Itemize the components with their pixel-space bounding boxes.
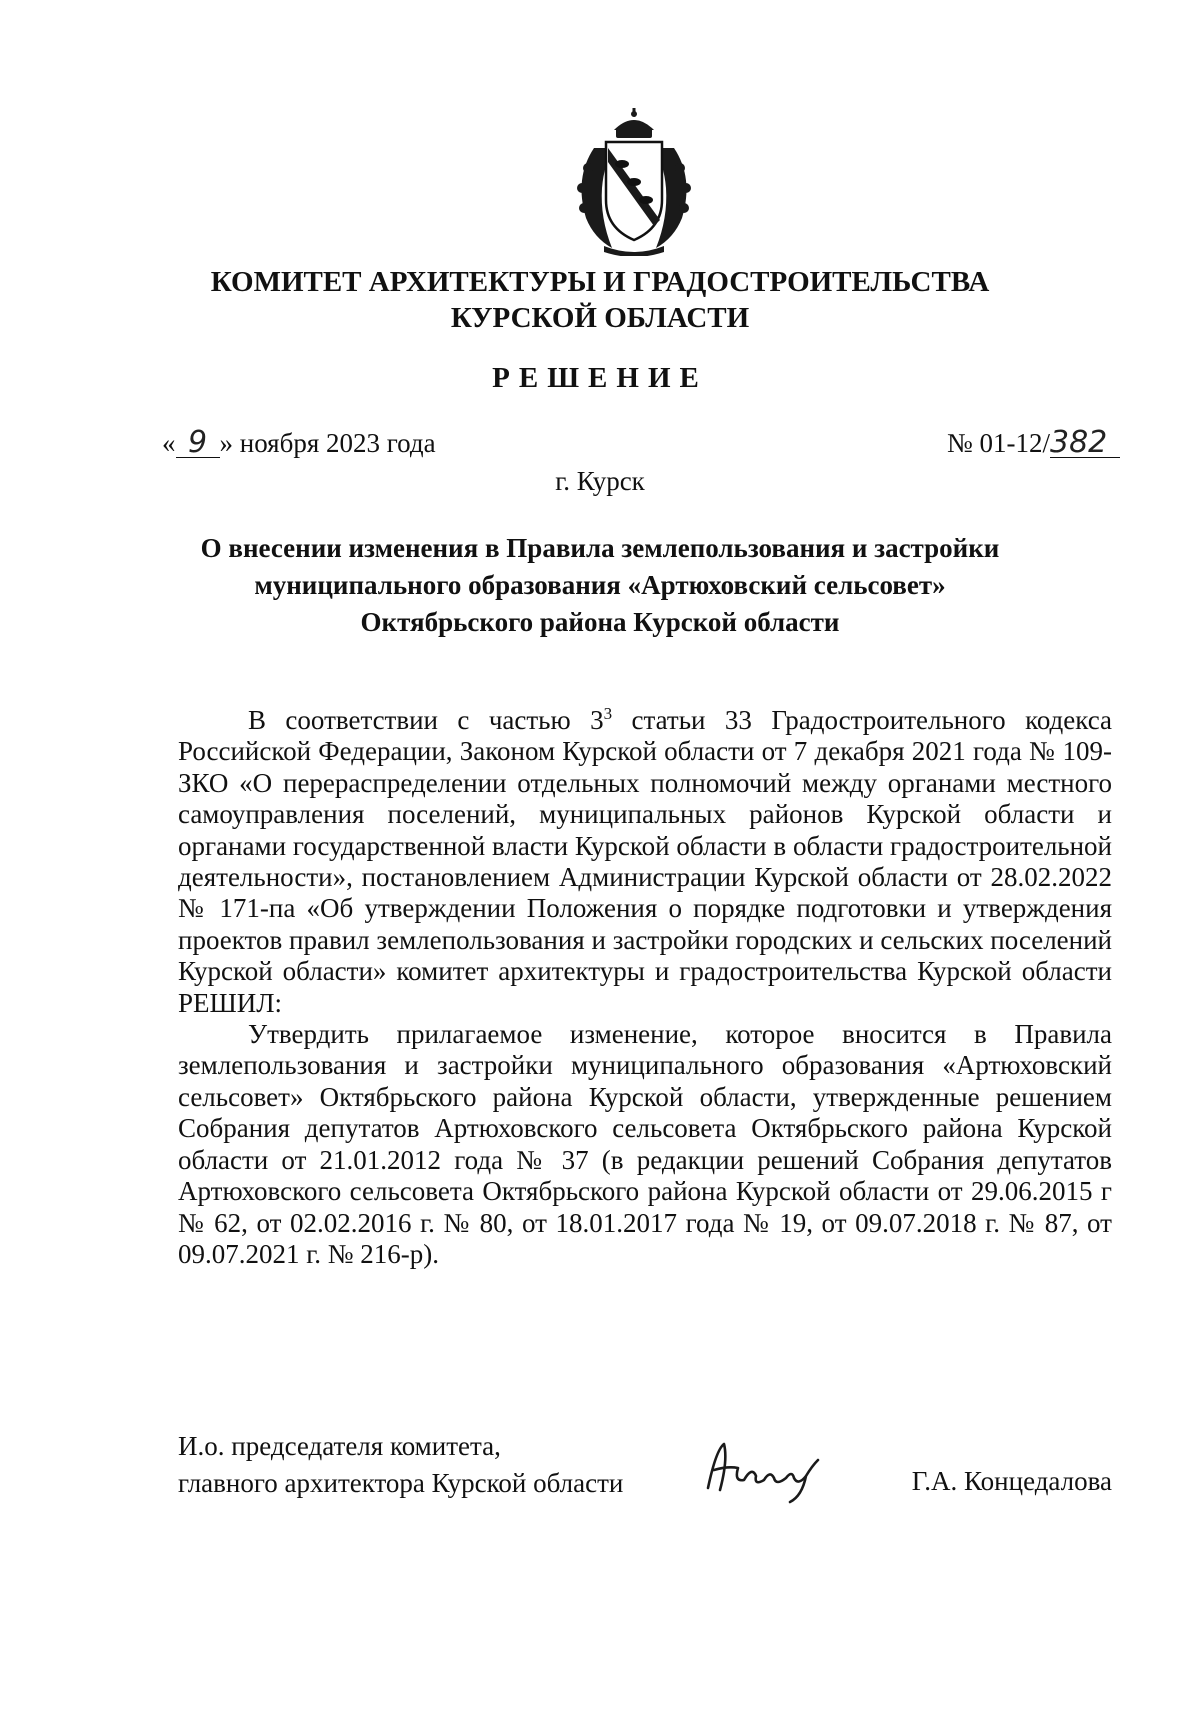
body-paragraph-2: Утвердить прилагаемое изменение, которое вносится в Правила землепользования и застройки муниципального образования «Артюховский сельсовет» Октябрьского района Курской области, утвержденные решением Собрания депутатов Артюховского сельсовета Октябрьского района Курской области от 21.01.2012 года № 37 (в редакции решений Собрания депутатов Артюховского сельсовета Октябрьского района Курской области от 29.06.2015 г № 62, от 02.02.2016 г. № 80, от 18.01.2017 года № 19, от 09.07.2018 г. № 87, от 09.07.2021 г. № 216-р). xyxy=(178,1019,1112,1269)
signatory-name: Г.А. Концедалова xyxy=(911,1466,1112,1496)
document-number-prefix: № 01-12/ xyxy=(946,428,1050,458)
document-number xyxy=(946,425,1120,460)
document-subject xyxy=(150,530,1050,641)
body-paragraph-1 xyxy=(178,698,1112,1019)
organization-title-line2: КУРСКОЙ ОБЛАСТИ xyxy=(450,302,750,334)
document-date xyxy=(162,425,436,460)
body-p1-rest: статьи 33 Градостроительного кодекса Российской Федерации, Законом Курской области от 7 декабря 2021 года № 109-ЗКО «О перераспределении отдельных полномочий между органами местного самоуправления поселений, муниципальных районов Курской области и органами государственной власти Курской области в области градостроительной деятельности», постановлением Администрации Курской области от 28.02.2022 № 171-па «Об утверждении Положения о порядке подготовки и утверждения проектов правил землепользования и застройки городских и сельских поселений Курской области» комитет архитектуры и градостроительства Курской области РЕШИЛ: xyxy=(178,705,1112,1018)
subject-line3: Октябрьского района Курской области xyxy=(360,607,840,637)
document-number-handwritten: 382 xyxy=(1050,429,1120,458)
date-open-quote: « xyxy=(162,428,176,458)
body-p1-start: В соответствии с частью 3 xyxy=(248,705,604,735)
coat-of-arms-icon xyxy=(564,108,704,256)
organization-title-line1: КОМИТЕТ АРХИТЕКТУРЫ И ГРАДОСТРОИТЕЛЬСТВА xyxy=(210,266,990,298)
document-body xyxy=(178,698,1112,1270)
signatory-position-line1: И.о. председателя комитета, xyxy=(178,1431,501,1461)
subject-line1: О внесении изменения в Правила землепользования и застройки xyxy=(200,533,1000,563)
date-month-year: » ноября 2023 года xyxy=(219,428,436,458)
document-city: г. Курск xyxy=(555,466,645,496)
signatory-position xyxy=(178,1428,623,1502)
handwritten-signature-icon xyxy=(694,1430,834,1510)
subject-line2: муниципального образования «Артюховский сельсовет» xyxy=(254,570,946,600)
date-day-handwritten: 9 xyxy=(176,429,220,458)
signatory-position-line2: главного архитектора Курской области xyxy=(178,1468,624,1498)
document-type-heading: РЕШЕНИЕ xyxy=(492,362,708,394)
body-p1-superscript: 3 xyxy=(603,704,613,723)
